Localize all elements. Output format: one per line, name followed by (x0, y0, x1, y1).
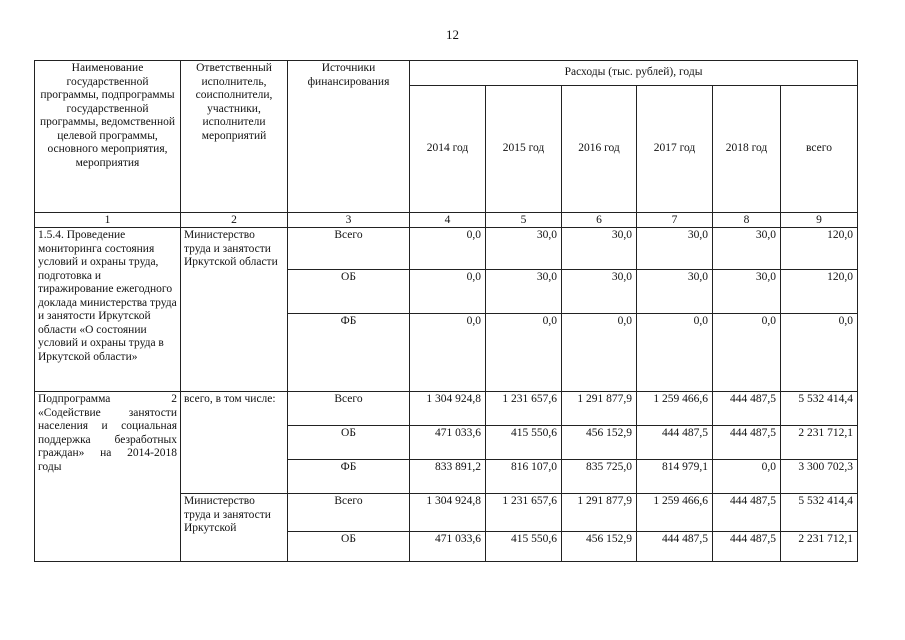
year-value: 0,0 (562, 314, 637, 392)
year-value: 1 231 657,6 (486, 392, 562, 426)
total-value: 120,0 (781, 228, 858, 270)
column-number: 6 (562, 213, 637, 228)
year-value: 444 487,5 (637, 532, 713, 562)
total-value: 2 231 712,1 (781, 532, 858, 562)
responsible-executor: Министерство труда и занятости Иркутской (181, 494, 288, 562)
year-value: 444 487,5 (713, 426, 781, 460)
column-number: 4 (410, 213, 486, 228)
funding-source: ФБ (288, 460, 410, 494)
year-value: 30,0 (486, 228, 562, 270)
year-value: 0,0 (713, 314, 781, 392)
total-value: 0,0 (781, 314, 858, 392)
total-value: 2 231 712,1 (781, 426, 858, 460)
year-value: 30,0 (637, 270, 713, 314)
year-value: 1 231 657,6 (486, 494, 562, 532)
column-number: 9 (781, 213, 858, 228)
funding-source: Всего (288, 392, 410, 426)
column-number: 8 (713, 213, 781, 228)
year-value: 0,0 (637, 314, 713, 392)
total-value: 5 532 414,4 (781, 392, 858, 426)
year-header: 2015 год (486, 86, 562, 213)
year-value: 1 304 924,8 (410, 392, 486, 426)
funding-source: ОБ (288, 532, 410, 562)
year-value: 30,0 (713, 270, 781, 314)
year-value: 814 979,1 (637, 460, 713, 494)
year-value: 471 033,6 (410, 426, 486, 460)
column-number: 5 (486, 213, 562, 228)
year-value: 0,0 (410, 270, 486, 314)
total-value: 120,0 (781, 270, 858, 314)
year-header: 2018 год (713, 86, 781, 213)
year-value: 1 259 466,6 (637, 392, 713, 426)
total-value: 5 532 414,4 (781, 494, 858, 532)
year-value: 30,0 (637, 228, 713, 270)
program-name: 1.5.4. Проведение мониторинга состояния условий и охраны труда, подготовка и тиражирование ежегодного доклада министерства труда и занятости Иркутской области «О состоянии условий и охраны труда в Иркутской области» (35, 228, 181, 392)
year-value: 456 152,9 (562, 532, 637, 562)
year-value: 415 550,6 (486, 532, 562, 562)
year-header: всего (781, 86, 858, 213)
year-value: 0,0 (713, 460, 781, 494)
header-responsible: Ответственный исполнитель, соисполнители, участники, исполнители мероприятий (181, 61, 288, 213)
program-name: Подпрограмма 2 «Содействие занятости населения и социальная поддержка безработных граждан» на 2014-2018 годы (35, 392, 181, 562)
header-expenses: Расходы (тыс. рублей), годы (410, 61, 858, 86)
year-value: 835 725,0 (562, 460, 637, 494)
funding-source: ОБ (288, 426, 410, 460)
funding-source: Всего (288, 228, 410, 270)
responsible-executor: Министерство труда и занятости Иркутской области (181, 228, 288, 392)
funding-source: Всего (288, 494, 410, 532)
year-value: 30,0 (562, 228, 637, 270)
year-value: 444 487,5 (713, 392, 781, 426)
budget-table (34, 60, 858, 562)
year-value: 1 304 924,8 (410, 494, 486, 532)
year-value: 833 891,2 (410, 460, 486, 494)
table-row (35, 228, 858, 270)
year-value: 30,0 (486, 270, 562, 314)
column-number: 2 (181, 213, 288, 228)
year-value: 1 291 877,9 (562, 392, 637, 426)
year-value: 30,0 (713, 228, 781, 270)
table-row (35, 392, 858, 426)
header-sources: Источники финансирования (288, 61, 410, 213)
total-value: 3 300 702,3 (781, 460, 858, 494)
year-header: 2017 год (637, 86, 713, 213)
table-body (35, 228, 858, 562)
year-value: 1 259 466,6 (637, 494, 713, 532)
column-number-row (35, 213, 858, 228)
column-number: 3 (288, 213, 410, 228)
year-value: 30,0 (562, 270, 637, 314)
year-value: 0,0 (410, 314, 486, 392)
year-value: 456 152,9 (562, 426, 637, 460)
responsible-executor: всего, в том числе: (181, 392, 288, 494)
funding-source: ОБ (288, 270, 410, 314)
year-value: 816 107,0 (486, 460, 562, 494)
year-value: 0,0 (486, 314, 562, 392)
year-value: 444 487,5 (713, 494, 781, 532)
year-value: 471 033,6 (410, 532, 486, 562)
year-value: 415 550,6 (486, 426, 562, 460)
year-value: 444 487,5 (713, 532, 781, 562)
year-header: 2014 год (410, 86, 486, 213)
page-number: 12 (446, 27, 459, 42)
column-number: 1 (35, 213, 181, 228)
column-number: 7 (637, 213, 713, 228)
year-header: 2016 год (562, 86, 637, 213)
year-value: 1 291 877,9 (562, 494, 637, 532)
funding-source: ФБ (288, 314, 410, 392)
year-value: 0,0 (410, 228, 486, 270)
header-name: Наименование государственной программы, подпрограммы государственной программы, ведомственной целевой программы, основного мероприятия, мероприятия (35, 61, 181, 213)
year-value: 444 487,5 (637, 426, 713, 460)
